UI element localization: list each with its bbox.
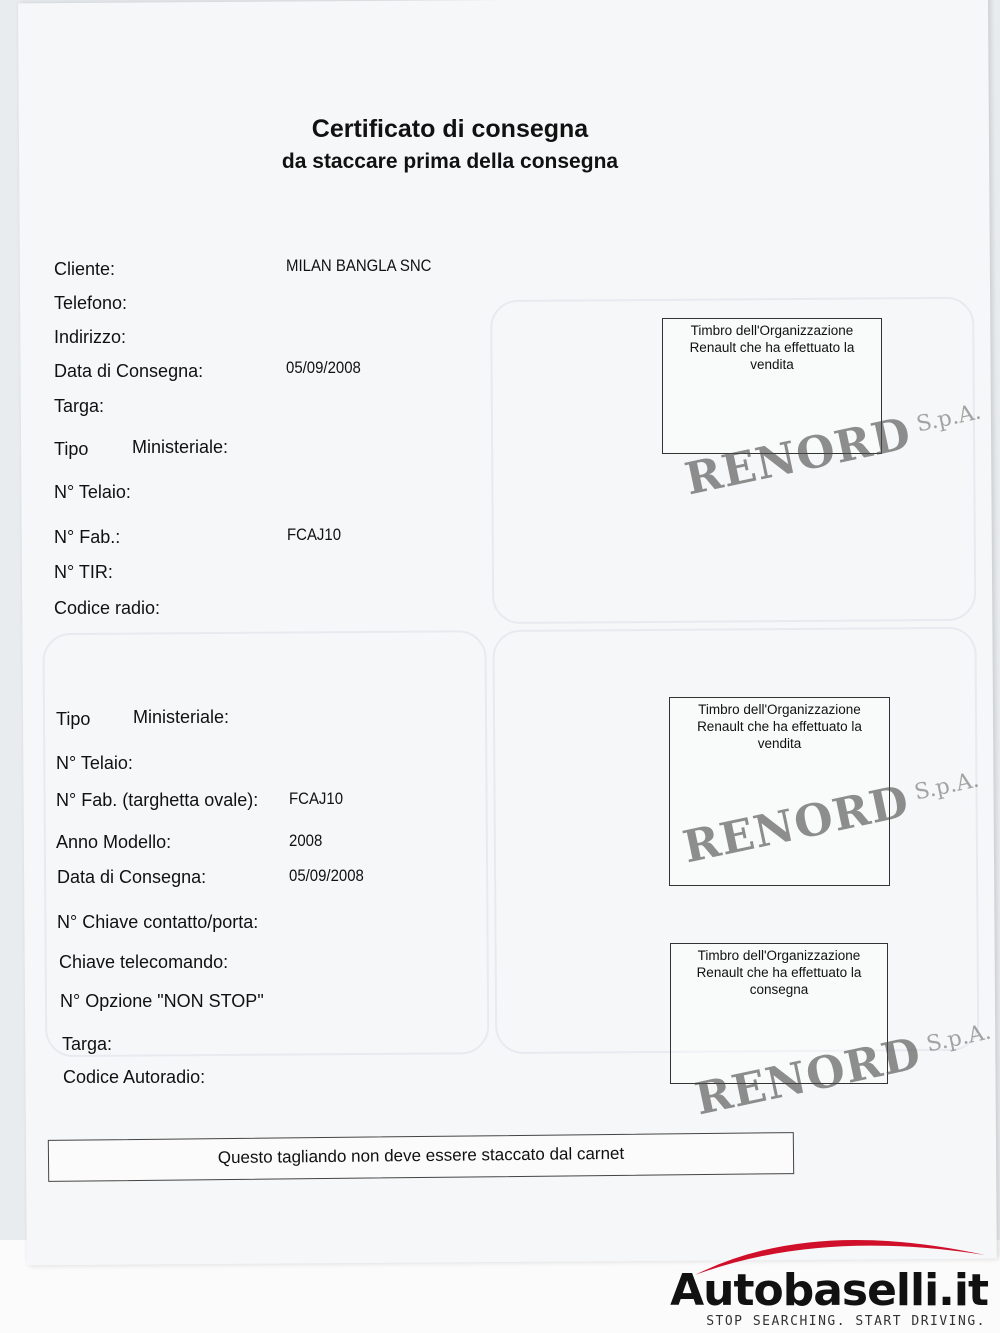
stamp-box-line: vendita (750, 357, 794, 372)
fab-label: N° Fab.: (54, 527, 121, 547)
ministeriale-label: Ministeriale: (133, 707, 230, 727)
data-consegna-label: Data di Consegna: (54, 361, 204, 381)
brand-logo: Autobaselli.it (670, 1265, 988, 1316)
stamp-box-line: vendita (757, 736, 802, 751)
brand-tagline: STOP SEARCHING. START DRIVING. (706, 1314, 986, 1329)
stamp-box-line: Timbro dell'Organizzazione (690, 323, 854, 338)
document-subtitle: da staccare prima della consegna (281, 150, 619, 173)
fab-label: N° Fab. (targhetta ovale): (56, 790, 259, 810)
stamp-box-line: Timbro dell'Organizzazione (697, 948, 861, 963)
codice-autoradio-label: Codice Autoradio: (63, 1067, 206, 1087)
document-title: Certificato di consegna (311, 115, 589, 143)
stamp-text: RENORD (690, 1027, 926, 1126)
stamp-box-consegna (670, 943, 888, 1084)
telaio-label: N° Telaio: (56, 753, 133, 773)
stamp-box-line: Timbro dell'Organizzazione (698, 702, 861, 717)
data-consegna-value: 05/09/2008 (289, 866, 364, 885)
chiave-telecomando-label: Chiave telecomando: (59, 952, 229, 972)
fab-value: FCAJ10 (287, 525, 342, 544)
cliente-label: Cliente: (54, 259, 116, 279)
anno-modello-label: Anno Modello: (56, 832, 172, 852)
data-consegna-value: 05/09/2008 (286, 358, 361, 377)
telefono-label: Telefono: (54, 293, 128, 313)
stamp-box-vendita (669, 697, 890, 886)
stamp-suffix: S.p.A. (914, 399, 984, 438)
stamp-box-vendita (662, 318, 882, 454)
codice-radio-label: Codice radio: (54, 598, 161, 618)
stamp-suffix: S.p.A. (924, 1019, 994, 1058)
telaio-label: N° Telaio: (54, 482, 131, 502)
carnet-notice: Questo tagliando non deve essere staccato dal carnet (48, 1132, 794, 1182)
fab-value: FCAJ10 (289, 789, 344, 808)
chiave-contatto-label: N° Chiave contatto/porta: (57, 912, 259, 932)
stamp-box-line: Renault che ha effettuato la (696, 965, 862, 980)
stamp-box-line: Renault che ha effettuato la (689, 340, 855, 355)
anno-modello-value: 2008 (289, 831, 323, 850)
opzione-non-stop-label: N° Opzione "NON STOP" (60, 991, 264, 1011)
targa-label: Targa: (54, 396, 105, 416)
stamp-box-line: consegna (749, 982, 809, 997)
stamp-text: RENORD (680, 407, 916, 506)
cliente-value: MILAN BANGLA SNC (286, 256, 432, 275)
indirizzo-label: Indirizzo: (54, 327, 127, 347)
stamp-text: RENORD (678, 775, 914, 874)
targa-label: Targa: (62, 1034, 113, 1054)
tir-label: N° TIR: (54, 562, 113, 582)
data-consegna-label: Data di Consegna: (57, 867, 207, 887)
stamp-suffix: S.p.A. (912, 767, 982, 806)
stamp-box-line: Renault che ha effettuato la (697, 719, 862, 734)
ministeriale-label: Ministeriale: (132, 437, 229, 457)
tipo-label: Tipo (54, 439, 89, 459)
tipo-label: Tipo (56, 709, 91, 729)
